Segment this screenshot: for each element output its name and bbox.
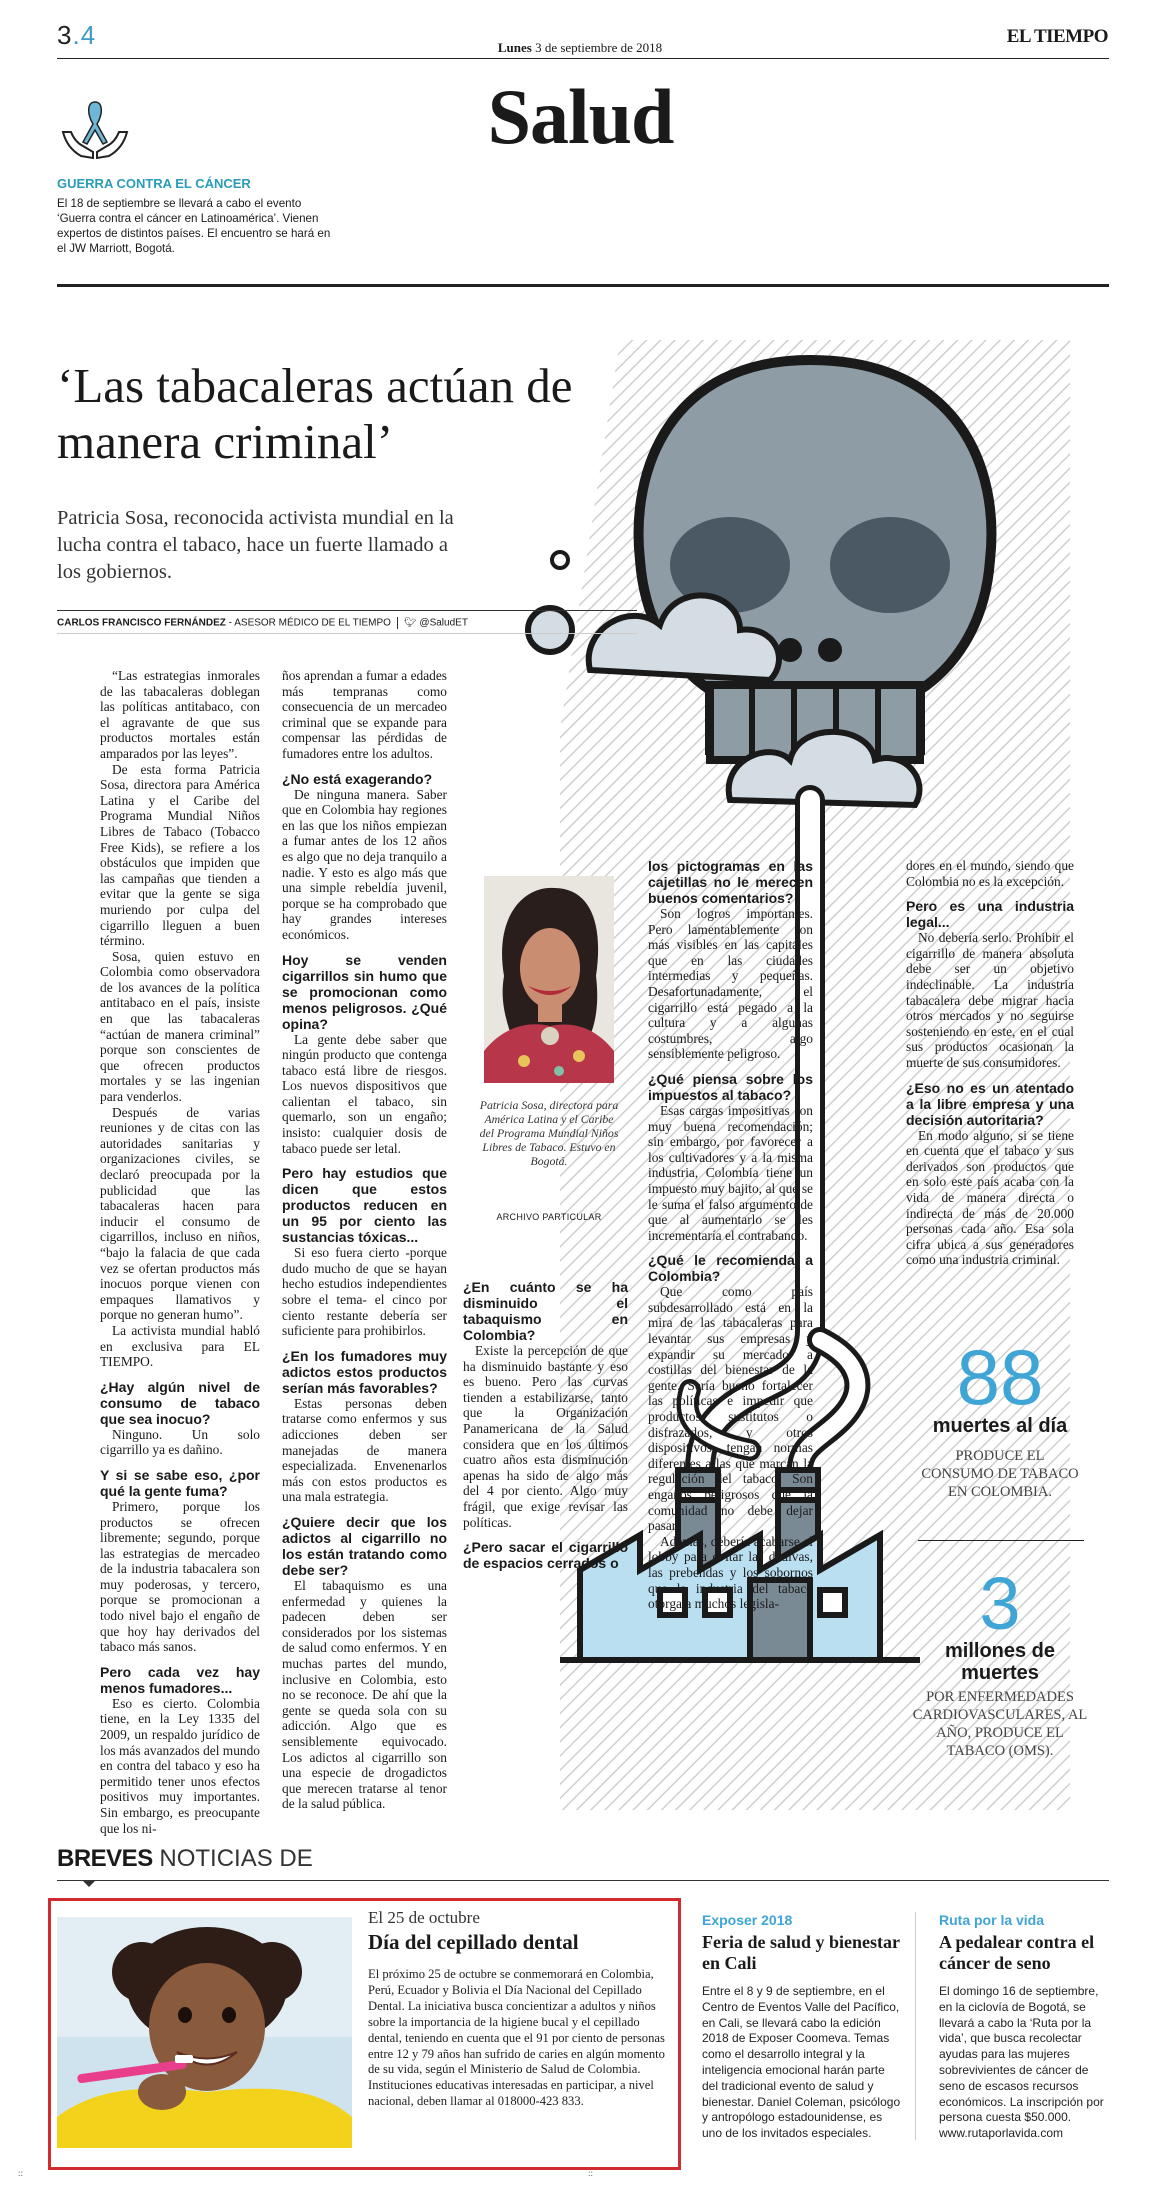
stat-number-2: 3 [979, 1562, 1021, 1645]
twitter-bird-icon: 🐦︎ [403, 617, 417, 629]
paragraph: Existe la percepción de que ha disminuido bastante y eso es bueno. Pero las curvas tienden a estabilizarse, tanto que la Organización Panamericana de la Salud considera que en los últimos cuatro años esta disminución apenas ha sido de algo más del 4 por ciento. Algo muy frágil, que exige revisar las políticas. [463, 1343, 628, 1530]
byline: CARLOS FRANCISCO FERNÁNDEZ - ASESOR MÉDICO DE EL TIEMPO 🐦︎ @SaludET [57, 610, 637, 634]
portrait-photo [484, 876, 614, 1083]
breves-header: BREVES NOTICIAS DE [57, 1845, 313, 1872]
promo-title: GUERRA CONTRA EL CÁNCER [57, 176, 251, 191]
paragraph: Si eso fuera cierto -porque dudo mucho de que se hayan hecho estudios independientes sobre el tema- el cinco por ciento restante debería ser suficiente para prohibirlos. [282, 1245, 447, 1339]
paragraph: El tabaquismo es una enfermedad y quienes la padecen deben ser considerados por los sistemas de salud como enfermos. Y en muchas partes del mundo, inclusive en Colombia, esto no se reconoce. De ahí que la gente se queda sola con su adicción. Algo que es sensiblemente equivocado. Los adictos al cigarrillo son una especie de drogadictos que merecen tratarse al tenor de la salud pública. [282, 1577, 447, 1812]
question-heading: Hoy se venden cigarrillos sin humo que se promocionan como menos peligrosos. ¿Qué opina? [282, 951, 447, 1032]
question-heading: los pictogramas en las cajetillas no le merecen buenos comentarios? [648, 858, 813, 906]
paragraph: dores en el mundo, siendo que Colombia no es la excepción. [906, 858, 1074, 889]
question-heading: ¿Quiere decir que los adictos al cigarrillo no los están tratando como debe ser? [282, 1513, 447, 1578]
article-column-3 [463, 1270, 628, 1571]
question-heading: ¿No está exagerando? [282, 770, 433, 787]
article-column-1 [100, 668, 260, 1836]
article-column-4 [648, 858, 813, 1612]
article-column-2 [282, 668, 447, 1812]
article-headline: ‘Las tabacaleras actúan de manera criminal’ [57, 358, 573, 469]
photo-caption: Patricia Sosa, directora para América Latina y el Caribe del Programa Mundial Niños Libres de Tabaco. Estuvo en Bogotá. [479, 1098, 619, 1168]
paragraph: Eso es cierto. Colombia tiene, en la Ley 1335 del 2009, un respaldo jurídico de los más avanzados del mundo en contra del tabaco y eso ha permitido tener unos efectos positivos muy importantes. Sin embargo, es preocupante que los ni- [100, 1695, 260, 1836]
breve-1-text: El próximo 25 de octubre se conmemorará en Colombia, Perú, Ecuador y Bolivia el Día Nacional del Cepillado Dental. La iniciativa busca concientizar a adultos y niños sobre la importancia de la higiene bucal y el cepillado dental, teniendo en cuenta que el 91 por ciento de personas entre 12 y 79 años han sufrido de caries en algún momento de su vida, según el Ministerio de Salud de Colombia. Instituciones educativas interesadas en participar, a nivel nacional, deben llamar al 018000-423 833. [368, 1967, 665, 2109]
stat-divider [918, 1540, 1084, 1541]
breve-3-headline: A pedalear contra el cáncer de seno [939, 1932, 1095, 1973]
photo-credit: ARCHIVO PARTICULAR [496, 1212, 602, 1222]
header-rule [57, 58, 1109, 59]
question-heading: Pero hay estudios que dicen que estos productos reducen en un 95 por ciento las sustancias tóxicas... [282, 1165, 447, 1246]
stat-text-2: POR ENFERMEDADES CARDIOVASCULARES, AL AÑO, PRODUCE EL TABACO (OMS). [912, 1689, 1088, 1759]
breve-2-kicker: Exposer 2018 [702, 1912, 793, 1928]
paragraph: Sosa, quien estuvo en Colombia como observadora de los avances de la política antitabaco en el país, insiste en que las tabacaleras “actúan de manera criminal” porque son conscientes de que ofrecen productos mortales y se las ingenian para venderlos. [100, 948, 260, 1105]
question-heading: ¿En cuánto se ha disminuido el tabaquismo en Colombia? [463, 1279, 628, 1343]
paragraph: Ninguno. Un solo cigarrillo ya es dañino. [100, 1426, 260, 1458]
stat-label-1: muertes al día [932, 1415, 1068, 1437]
stat-label-2: millones de muertes [944, 1640, 1056, 1684]
paragraph: Primero, porque los productos se ofrecen libremente; segundo, porque las estrategias de mercadeo de la industria tabacalera son muy poderosas, y tercero, porque se promocionan a todo nivel bajo el engaño de que hoy hay derivados del tabaco más sanos. [100, 1498, 260, 1655]
paragraph: Además, debería acabarse el lobby para evitar las dádivas, las prebendas y los sobornos que la industria del tabaco otorga a muchos legisla- [648, 1533, 813, 1612]
stat-text-1: PRODUCE EL CONSUMO DE TABACO EN COLOMBIA. [921, 1448, 1079, 1500]
paragraph: De ninguna manera. Saber que en Colombia hay regiones en las que los niños empiezan a fumar antes de los 12 años es algo que no deja tranquilo a nadie. Y esto es algo más que una simple rebeldía juvenil, porque se ha comprobado que hay grandes intereses económicos. [282, 786, 447, 942]
newspaper-brand: EL TIEMPO [1006, 26, 1108, 47]
article-deck: Patricia Sosa, reconocida activista mundial en la lucha contra el tabaco, hace un fuerte llamado a los gobiernos. [57, 507, 454, 583]
registration-mark-center: :: [588, 2168, 594, 2178]
paragraph: De esta forma Patricia Sosa, directora para América Latina y el Caribe del Programa Mundial Niños Libres de Tabaco (Tobacco Free Kids), se refiere a los obstáculos que impiden que las campañas que tienden a evitar que la gente se siga muriendo por culpa del cigarrillo lleguen a buen término. [100, 761, 260, 949]
breve-1-kicker: El 25 de octubre [368, 1908, 480, 1927]
breves-notch [82, 1880, 96, 1887]
paragraph: No debería serlo. Prohibir el cigarrillo de manera absoluta debe ser un objetivo indeclinable. La industria tabacalera debe migrar hacia otros mercados y no seguirse sosteniendo en este, en el cual sus productos ocasionan la muerte de sus consumidores. [906, 930, 1074, 1070]
stat-number-1: 88 [956, 1333, 1044, 1421]
section-rule [57, 284, 1109, 287]
promo-text: El 18 de septiembre se llevará a cabo el evento ‘Guerra contra el cáncer en Latinoamérica’. Vienen expertos de distintos países. El encuentro se hará en el JW Marriott, Bogotá. [57, 197, 331, 255]
paragraph: Son logros importantes. Pero lamentablemente son más visibles en las capitales que en las ciudades intermedias y pequeñas. Desafortunadamente, el cigarrillo está pegado a la cultura y a algunas costumbres, algo sensiblemente peligroso. [648, 906, 813, 1062]
breve-2-headline: Feria de salud y bienestar en Cali [702, 1932, 900, 1973]
dateline: Lunes 3 de septiembre de 2018 [497, 40, 663, 55]
paragraph: Después de varias reuniones y de citas con las autoridades sanitarias y organizaciones civiles, se declaró preocupada por la publicidad que las tabacaleras hacen para inducir el consumo de cigarrillos, incluso en niños, “bajo la falacia de que cada vez se ofertan productos más inocuos porque vienen con empaques llamativos y porque no generan humo”. [100, 1104, 260, 1323]
twitter-handle: @SaludET [419, 617, 468, 629]
question-heading: ¿Pero sacar el cigarrillo de espacios cerrados o [463, 1539, 628, 1572]
paragraph: En modo alguno, si se tiene en cuenta que el tabaco y sus derivados son productos que en solo este país acaba con la vida de manera directa o indirecta de más de 20.000 personas cada año. Esa sola cifra ubica a sus generadores como una industria criminal. [906, 1127, 1074, 1268]
section-title: Salud [487, 73, 674, 160]
question-heading: ¿Hay algún nivel de consumo de tabaco que sea inocuo? [100, 1378, 260, 1427]
paragraph: Estas personas deben tratarse como enfermos y sus adicciones deben ser manejadas de manera especializada. Envenenarlos más con estos productos es una mala estrategia. [282, 1395, 447, 1505]
paragraph: ños aprendan a fumar a edades más tempranas como consecuencia de un mercadeo criminal que se expande para compensar las pérdidas de fumadores entre los adultos. [282, 668, 447, 761]
paragraph: Esas cargas impositivas son muy buena recomendación; sin embargo, por favorecer a los cultivadores y a la misma industria, Colombia tiene un impuesto muy bajito, al que se le suma el falso argumento de que al aumentarlo se les incrementaría el contrabando. [648, 1102, 813, 1243]
question-heading: Pero cada vez hay menos fumadores... [100, 1663, 260, 1696]
page-number: 3.4 [57, 20, 97, 50]
breve-3-kicker: Ruta por la vida [939, 1912, 1045, 1928]
child-brushing-teeth-photo [57, 1917, 352, 2148]
question-heading: ¿Eso no es un atentado a la libre empresa y una decisión autoritaria? [906, 1079, 1074, 1128]
question-heading: Pero es una industria legal... [906, 898, 1074, 931]
breves-separator [915, 1912, 916, 2140]
question-heading: ¿Qué piensa sobre los impuestos al tabaco? [648, 1070, 813, 1103]
paragraph: Que como país subdesarrollado está en la mira de las tabacaleras para levantar sus empresas y expandir su mercado a costillas del bienestar de la gente. Sería bueno fortalecer las políticas e impedir que productos sustitutos o disfrazados, y otros dispositivos, tengan normas diferentes a las que marcan la regulación del tabaco. Son engaños peligrosos que la comunidad no debe dejar pasar. [648, 1284, 813, 1534]
breve-3-text: El domingo 16 de septiembre, en la ciclovía de Bogotá, se llevará a cabo la ‘Ruta por la vida’, que busca recolectar ayudas para las mujeres sobrevivientes de cáncer de seno de escasos recursos económicos. La inscripción por persona cuesta $50.000. www.rutaporlavida.com [939, 1984, 1104, 2141]
question-heading: Y si se sabe eso, ¿por qué la gente fuma? [100, 1466, 260, 1499]
article-column-5 [906, 858, 1074, 1268]
registration-mark-left: :: [18, 2168, 24, 2178]
breve-1-headline: Día del cepillado dental [368, 1930, 579, 1954]
ribbon-hands-icon [57, 96, 133, 166]
question-heading: ¿En los fumadores muy adictos estos productos serían más favorables? [282, 1347, 447, 1396]
paragraph: La gente debe saber que ningún producto que contenga tabaco está libre de riesgos. Los nuevos dispositivos que calientan el tabaco, sin quemarlo, son un engaño; insisto: cualquier dosis de tabaco puede ser letal. [282, 1031, 447, 1156]
paragraph: “Las estrategias inmorales de las tabacaleras doblegan las políticas antitabaco, con el agravante de que sus productos mortales están amparados por las leyes”. [100, 668, 260, 761]
breve-2-text: Entre el 8 y 9 de septiembre, en el Centro de Eventos Valle del Pacífico, en Cali, se llevará cabo la edición 2018 de Exposer Coomeva. Temas como el desarrollo integral y la inteligencia emocional harán parte del tradicional evento de salud y bienestar. Daniel Coleman, psicólogo y antropólogo estadounidense, es uno de los invitados especiales. [702, 1984, 901, 2141]
question-heading: ¿Qué le recomienda a Colombia? [648, 1252, 813, 1285]
breves-rule [57, 1880, 1109, 1881]
paragraph: La activista mundial habló en exclusiva para EL TIEMPO. [100, 1322, 260, 1370]
